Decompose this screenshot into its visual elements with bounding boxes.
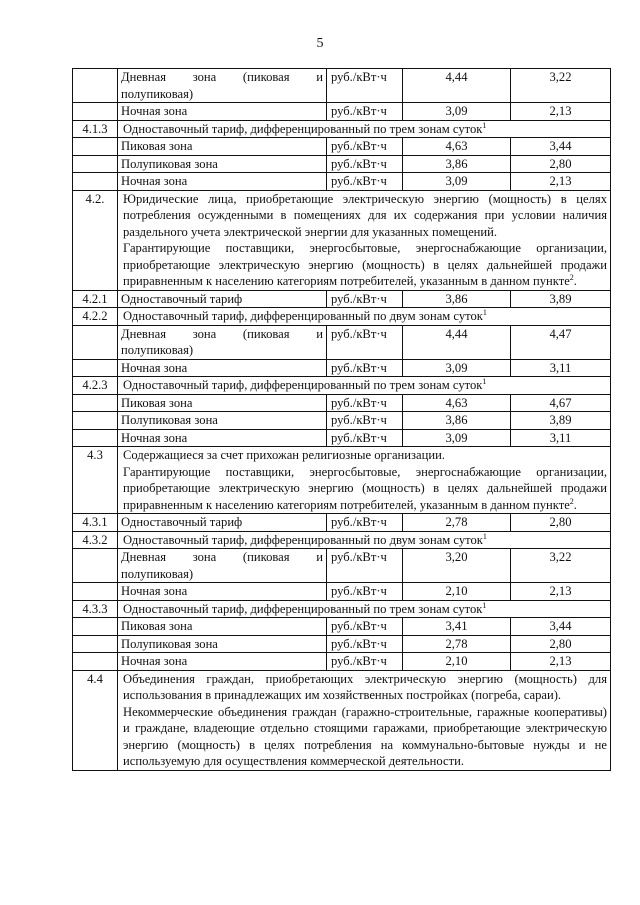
table-row xyxy=(73,155,611,173)
unit-cell: руб./кВт·ч xyxy=(327,103,403,121)
tariff-group-header-cell: Одноставочный тариф, дифференцированный по трем зонам суток$^1$ xyxy=(118,120,611,138)
value-second-half-cell: 4,67 xyxy=(511,394,611,412)
table-row xyxy=(73,290,611,308)
table-row xyxy=(73,429,611,447)
description-paragraph: Содержащиеся за счет прихожан религиозные организации. xyxy=(123,448,445,462)
item-code-cell xyxy=(73,635,118,653)
item-code-cell xyxy=(73,429,118,447)
table-row xyxy=(73,69,611,103)
value-first-half-cell: 4,63 xyxy=(403,394,511,412)
unit-cell: руб./кВт·ч xyxy=(327,394,403,412)
unit-cell: руб./кВт·ч xyxy=(327,583,403,601)
item-code-cell: 4.2.2 xyxy=(73,308,118,326)
value-first-half-cell: 3,86 xyxy=(403,412,511,430)
table-row xyxy=(73,618,611,636)
table-row xyxy=(73,583,611,601)
unit-cell: руб./кВт·ч xyxy=(327,635,403,653)
table-row xyxy=(73,394,611,412)
category-description-cell xyxy=(118,190,611,290)
item-code-cell: 4.3.3 xyxy=(73,600,118,618)
value-second-half-cell: 3,44 xyxy=(511,138,611,156)
unit-cell: руб./кВт·ч xyxy=(327,325,403,359)
description-paragraph: Юридические лица, приобретающие электрическую энергию (мощность) в целях потребления осужденными в помещениях для их содержания при условии наличия раздельного учета электрической энергии для указанных помещений. xyxy=(123,191,607,239)
item-code-cell xyxy=(73,173,118,191)
table-row xyxy=(73,359,611,377)
footnote-marker: 1 xyxy=(482,376,487,386)
unit-cell: руб./кВт·ч xyxy=(327,290,403,308)
footnote-marker: 1 xyxy=(482,600,487,610)
value-second-half-cell: 2,80 xyxy=(511,635,611,653)
value-second-half-cell: 3,11 xyxy=(511,429,611,447)
unit-cell: руб./кВт·ч xyxy=(327,429,403,447)
table-row xyxy=(73,549,611,583)
value-first-half-cell: 3,09 xyxy=(403,173,511,191)
table-row xyxy=(73,531,611,549)
item-code-cell: 4.2.3 xyxy=(73,377,118,395)
value-first-half-cell: 2,10 xyxy=(403,653,511,671)
table-row xyxy=(73,447,611,514)
footnote-marker: 2 xyxy=(569,272,574,282)
value-first-half-cell: 3,09 xyxy=(403,429,511,447)
item-code-cell: 4.2. xyxy=(73,190,118,290)
unit-cell: руб./кВт·ч xyxy=(327,549,403,583)
unit-cell: руб./кВт·ч xyxy=(327,412,403,430)
table-row xyxy=(73,103,611,121)
unit-cell: руб./кВт·ч xyxy=(327,653,403,671)
value-second-half-cell: 4,47 xyxy=(511,325,611,359)
value-first-half-cell: 4,44 xyxy=(403,69,511,103)
table-row xyxy=(73,635,611,653)
footnote-marker: 1 xyxy=(482,531,487,541)
page-number: 5 xyxy=(316,36,324,51)
item-code-cell xyxy=(73,583,118,601)
item-code-cell xyxy=(73,325,118,359)
unit-cell: руб./кВт·ч xyxy=(327,173,403,191)
value-second-half-cell: 3,44 xyxy=(511,618,611,636)
value-second-half-cell: 2,13 xyxy=(511,583,611,601)
value-first-half-cell: 2,10 xyxy=(403,583,511,601)
item-code-cell xyxy=(73,138,118,156)
tariff-group-header-cell: Одноставочный тариф, дифференцированный по трем зонам суток$^1$ xyxy=(118,377,611,395)
unit-cell: руб./кВт·ч xyxy=(327,138,403,156)
value-second-half-cell: 3,22 xyxy=(511,69,611,103)
item-code-cell xyxy=(73,155,118,173)
table-row xyxy=(73,190,611,290)
table-row xyxy=(73,138,611,156)
unit-cell: руб./кВт·ч xyxy=(327,514,403,532)
tariff-name-cell: Ночная зона xyxy=(118,173,327,191)
value-second-half-cell: 2,80 xyxy=(511,514,611,532)
description-paragraph: Некоммерческие объединения граждан (гаражно-строительные, гаражные кооперативы) и граждане, владеющие отдельно стоящими гаражами, приобретающие электрическую энергию (мощность) в целях потребления на коммунально-бытовые нужды и не используемую для осуществления коммерческой деятельности. xyxy=(123,704,607,768)
unit-cell: руб./кВт·ч xyxy=(327,69,403,103)
item-code-cell xyxy=(73,394,118,412)
item-code-cell: 4.3.1 xyxy=(73,514,118,532)
item-code-cell xyxy=(73,653,118,671)
table-row xyxy=(73,514,611,532)
tariff-name-cell: Дневная зона (пиковая и полупиковая) xyxy=(118,549,327,583)
tariff-name-cell: Полупиковая зона xyxy=(118,155,327,173)
value-first-half-cell: 3,20 xyxy=(403,549,511,583)
unit-cell: руб./кВт·ч xyxy=(327,618,403,636)
value-first-half-cell: 3,86 xyxy=(403,155,511,173)
tariff-name-cell: Одноставочный тариф xyxy=(118,290,327,308)
footnote-marker: 2 xyxy=(569,496,574,506)
value-second-half-cell: 2,13 xyxy=(511,173,611,191)
value-first-half-cell: 4,44 xyxy=(403,325,511,359)
table-row xyxy=(73,653,611,671)
table-row xyxy=(73,120,611,138)
table-row xyxy=(73,412,611,430)
item-code-cell: 4.3.2 xyxy=(73,531,118,549)
value-second-half-cell: 3,11 xyxy=(511,359,611,377)
tariff-group-header-cell: Одноставочный тариф, дифференцированный по трем зонам суток$^1$ xyxy=(118,600,611,618)
value-first-half-cell: 4,63 xyxy=(403,138,511,156)
value-first-half-cell: 3,09 xyxy=(403,103,511,121)
tariff-name-cell: Пиковая зона xyxy=(118,394,327,412)
value-first-half-cell: 2,78 xyxy=(403,635,511,653)
description-paragraph: Объединения граждан, приобретающих электрическую энергию (мощность) для использования в принадлежащих им хозяйственных постройках (погреба, сараи). xyxy=(123,671,607,702)
tariff-name-cell: Пиковая зона xyxy=(118,618,327,636)
item-code-cell xyxy=(73,618,118,636)
value-second-half-cell: 2,80 xyxy=(511,155,611,173)
item-code-cell xyxy=(73,103,118,121)
category-description-cell xyxy=(118,670,611,770)
footnote-marker: 1 xyxy=(482,120,487,130)
item-code-cell xyxy=(73,549,118,583)
tariff-name-cell: Ночная зона xyxy=(118,653,327,671)
value-first-half-cell: 3,86 xyxy=(403,290,511,308)
item-code-cell xyxy=(73,412,118,430)
value-second-half-cell: 3,89 xyxy=(511,290,611,308)
table-row xyxy=(73,325,611,359)
tariff-name-cell: Полупиковая зона xyxy=(118,412,327,430)
table-row xyxy=(73,308,611,326)
item-code-cell xyxy=(73,69,118,103)
tariff-group-header-cell: Одноставочный тариф, дифференцированный по двум зонам суток$^1$ xyxy=(118,308,611,326)
value-second-half-cell: 2,13 xyxy=(511,103,611,121)
value-second-half-cell: 2,13 xyxy=(511,653,611,671)
unit-cell: руб./кВт·ч xyxy=(327,155,403,173)
tariff-group-header-cell: Одноставочный тариф, дифференцированный по двум зонам суток$^1$ xyxy=(118,531,611,549)
tariff-name-cell: Ночная зона xyxy=(118,583,327,601)
description-paragraph: Гарантирующие поставщики, энергосбытовые, энергоснабжающие организации, приобретающие электрическую энергию (мощность) в целях дальнейшей продажи приравненным к населению категориям потребителей, указанным в данном пункте$^2$. xyxy=(123,464,607,512)
table-row xyxy=(73,173,611,191)
tariff-name-cell: Ночная зона xyxy=(118,103,327,121)
category-description-cell xyxy=(118,447,611,514)
value-first-half-cell: 3,41 xyxy=(403,618,511,636)
unit-cell: руб./кВт·ч xyxy=(327,359,403,377)
table-row xyxy=(73,600,611,618)
table-row xyxy=(73,377,611,395)
tariff-name-cell: Дневная зона (пиковая и полупиковая) xyxy=(118,325,327,359)
item-code-cell: 4.2.1 xyxy=(73,290,118,308)
item-code-cell: 4.3 xyxy=(73,447,118,514)
item-code-cell: 4.4 xyxy=(73,670,118,770)
footnote-marker: 1 xyxy=(482,307,487,317)
tariff-name-cell: Ночная зона xyxy=(118,429,327,447)
tariff-name-cell: Пиковая зона xyxy=(118,138,327,156)
tariff-name-cell: Полупиковая зона xyxy=(118,635,327,653)
value-first-half-cell: 2,78 xyxy=(403,514,511,532)
value-second-half-cell: 3,22 xyxy=(511,549,611,583)
item-code-cell: 4.1.3 xyxy=(73,120,118,138)
tariff-table xyxy=(72,68,611,771)
tariff-name-cell: Ночная зона xyxy=(118,359,327,377)
table-row xyxy=(73,670,611,770)
value-second-half-cell: 3,89 xyxy=(511,412,611,430)
tariff-name-cell: Дневная зона (пиковая и полупиковая) xyxy=(118,69,327,103)
description-paragraph: Гарантирующие поставщики, энергосбытовые, энергоснабжающие организации, приобретающие электрическую энергию (мощность) в целях дальнейшей продажи приравненным к населению категориям потребителей, указанным в данном пункте$^2$. xyxy=(123,241,607,288)
item-code-cell xyxy=(73,359,118,377)
tariff-name-cell: Одноставочный тариф xyxy=(118,514,327,532)
value-first-half-cell: 3,09 xyxy=(403,359,511,377)
